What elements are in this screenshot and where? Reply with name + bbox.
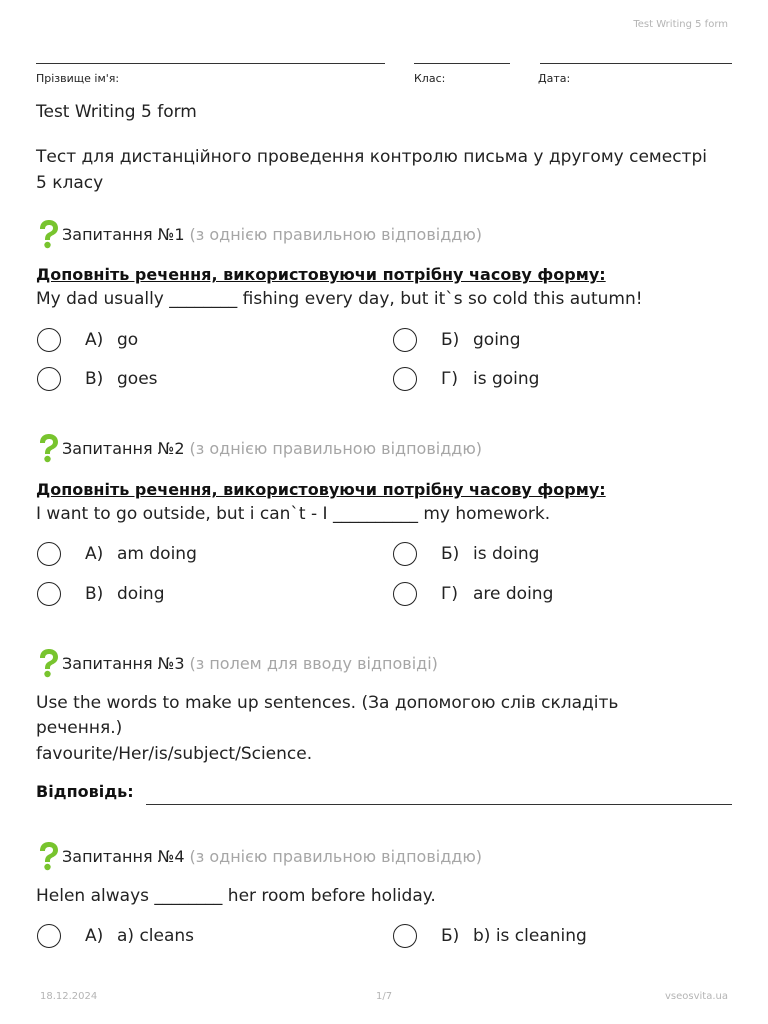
question-2-option-b[interactable] — [393, 540, 539, 568]
radio-circle-icon[interactable] — [393, 328, 417, 352]
question-mark-icon — [36, 219, 60, 249]
footer-page-number: 1/7 — [376, 991, 393, 1002]
option-text: is going — [473, 369, 540, 389]
question-1-text: My dad usually ________ fishing every day, but it`s so cold this autumn! — [36, 289, 643, 309]
header-title: Test Writing 5 form — [633, 19, 728, 30]
question-4-text: Helen always ________ her room before holiday. — [36, 886, 436, 906]
question-4-number: Запитання №4 — [62, 846, 185, 866]
question-2-option-a[interactable] — [37, 540, 197, 568]
option-text: doing — [117, 584, 165, 604]
option-text: b) is cleaning — [473, 926, 587, 946]
question-1-option-d[interactable] — [393, 365, 539, 393]
footer-site-link[interactable]: vseosvita.ua — [665, 991, 728, 1002]
question-2-number: Запитання №2 — [62, 438, 185, 458]
class-signature-line — [414, 63, 510, 64]
option-letter: А) — [85, 544, 104, 564]
question-3-type: (з полем для вводу відповіді) — [189, 653, 438, 673]
radio-circle-icon[interactable] — [37, 542, 61, 566]
option-letter: В) — [85, 369, 104, 389]
option-letter: Б) — [441, 544, 460, 564]
option-letter: Б) — [441, 926, 460, 946]
question-2-type: (з однією правильною відповіддю) — [189, 438, 483, 458]
option-letter: Г) — [441, 369, 458, 389]
option-letter: А) — [85, 330, 104, 350]
option-text: going — [473, 330, 521, 350]
option-letter: А) — [85, 926, 104, 946]
radio-circle-icon[interactable] — [393, 582, 417, 606]
question-3-number: Запитання №3 — [62, 653, 185, 673]
question-4-header — [36, 841, 482, 871]
question-1-option-b[interactable] — [393, 326, 520, 354]
option-text: is doing — [473, 544, 540, 564]
class-label: Клас: — [414, 72, 446, 85]
question-1-option-a[interactable] — [37, 326, 138, 354]
question-4-option-b[interactable] — [393, 922, 587, 950]
option-text: am doing — [117, 544, 197, 564]
question-1-type: (з однією правильною відповіддю) — [189, 224, 483, 244]
name-label: Прізвище ім'я: — [36, 72, 120, 85]
option-letter: Г) — [441, 584, 458, 604]
question-mark-icon — [36, 841, 60, 871]
option-letter: Б) — [441, 330, 460, 350]
question-4-type: (з однією правильною відповіддю) — [189, 846, 483, 866]
question-2-option-c[interactable] — [37, 580, 164, 608]
option-text: are doing — [473, 584, 554, 604]
question-1-instruction: Доповніть речення, використовуючи потрібну часову форму: — [36, 265, 606, 284]
question-2-text: I want to go outside, but i can`t - I __________ my homework. — [36, 504, 551, 524]
document-title: Test Writing 5 form — [36, 102, 197, 122]
option-text: go — [117, 330, 139, 350]
radio-circle-icon[interactable] — [37, 367, 61, 391]
question-3-text: Use the words to make up sentences. (За допомогою слів складіть речення.) — [36, 693, 619, 738]
radio-circle-icon[interactable] — [37, 328, 61, 352]
question-4-option-a[interactable] — [37, 922, 194, 950]
radio-circle-icon[interactable] — [393, 367, 417, 391]
question-3-header — [36, 648, 438, 678]
question-mark-icon — [36, 433, 60, 463]
question-1-number: Запитання №1 — [62, 224, 185, 244]
question-1-header — [36, 219, 482, 249]
date-signature-line — [540, 63, 732, 64]
answer-input-line[interactable] — [146, 804, 732, 805]
footer-date: 18.12.2024 — [40, 991, 98, 1002]
option-text: goes — [117, 369, 158, 389]
radio-circle-icon[interactable] — [393, 924, 417, 948]
name-signature-line — [36, 63, 385, 64]
question-2-option-d[interactable] — [393, 580, 553, 608]
question-2-header — [36, 433, 482, 463]
option-letter: В) — [85, 584, 104, 604]
question-mark-icon — [36, 648, 60, 678]
question-3-words: favourite/Her/is/subject/Science. — [36, 744, 313, 764]
option-text: a) cleans — [117, 926, 195, 946]
document-description: Тест для дистанційного проведення контролю письма у другому семестрі 5 класу — [36, 147, 707, 193]
question-2-instruction: Доповніть речення, використовуючи потрібну часову форму: — [36, 480, 606, 499]
radio-circle-icon[interactable] — [37, 924, 61, 948]
question-1-option-c[interactable] — [37, 365, 158, 393]
radio-circle-icon[interactable] — [393, 542, 417, 566]
answer-label: Відповідь: — [36, 782, 134, 801]
radio-circle-icon[interactable] — [37, 582, 61, 606]
date-label: Дата: — [538, 72, 571, 85]
